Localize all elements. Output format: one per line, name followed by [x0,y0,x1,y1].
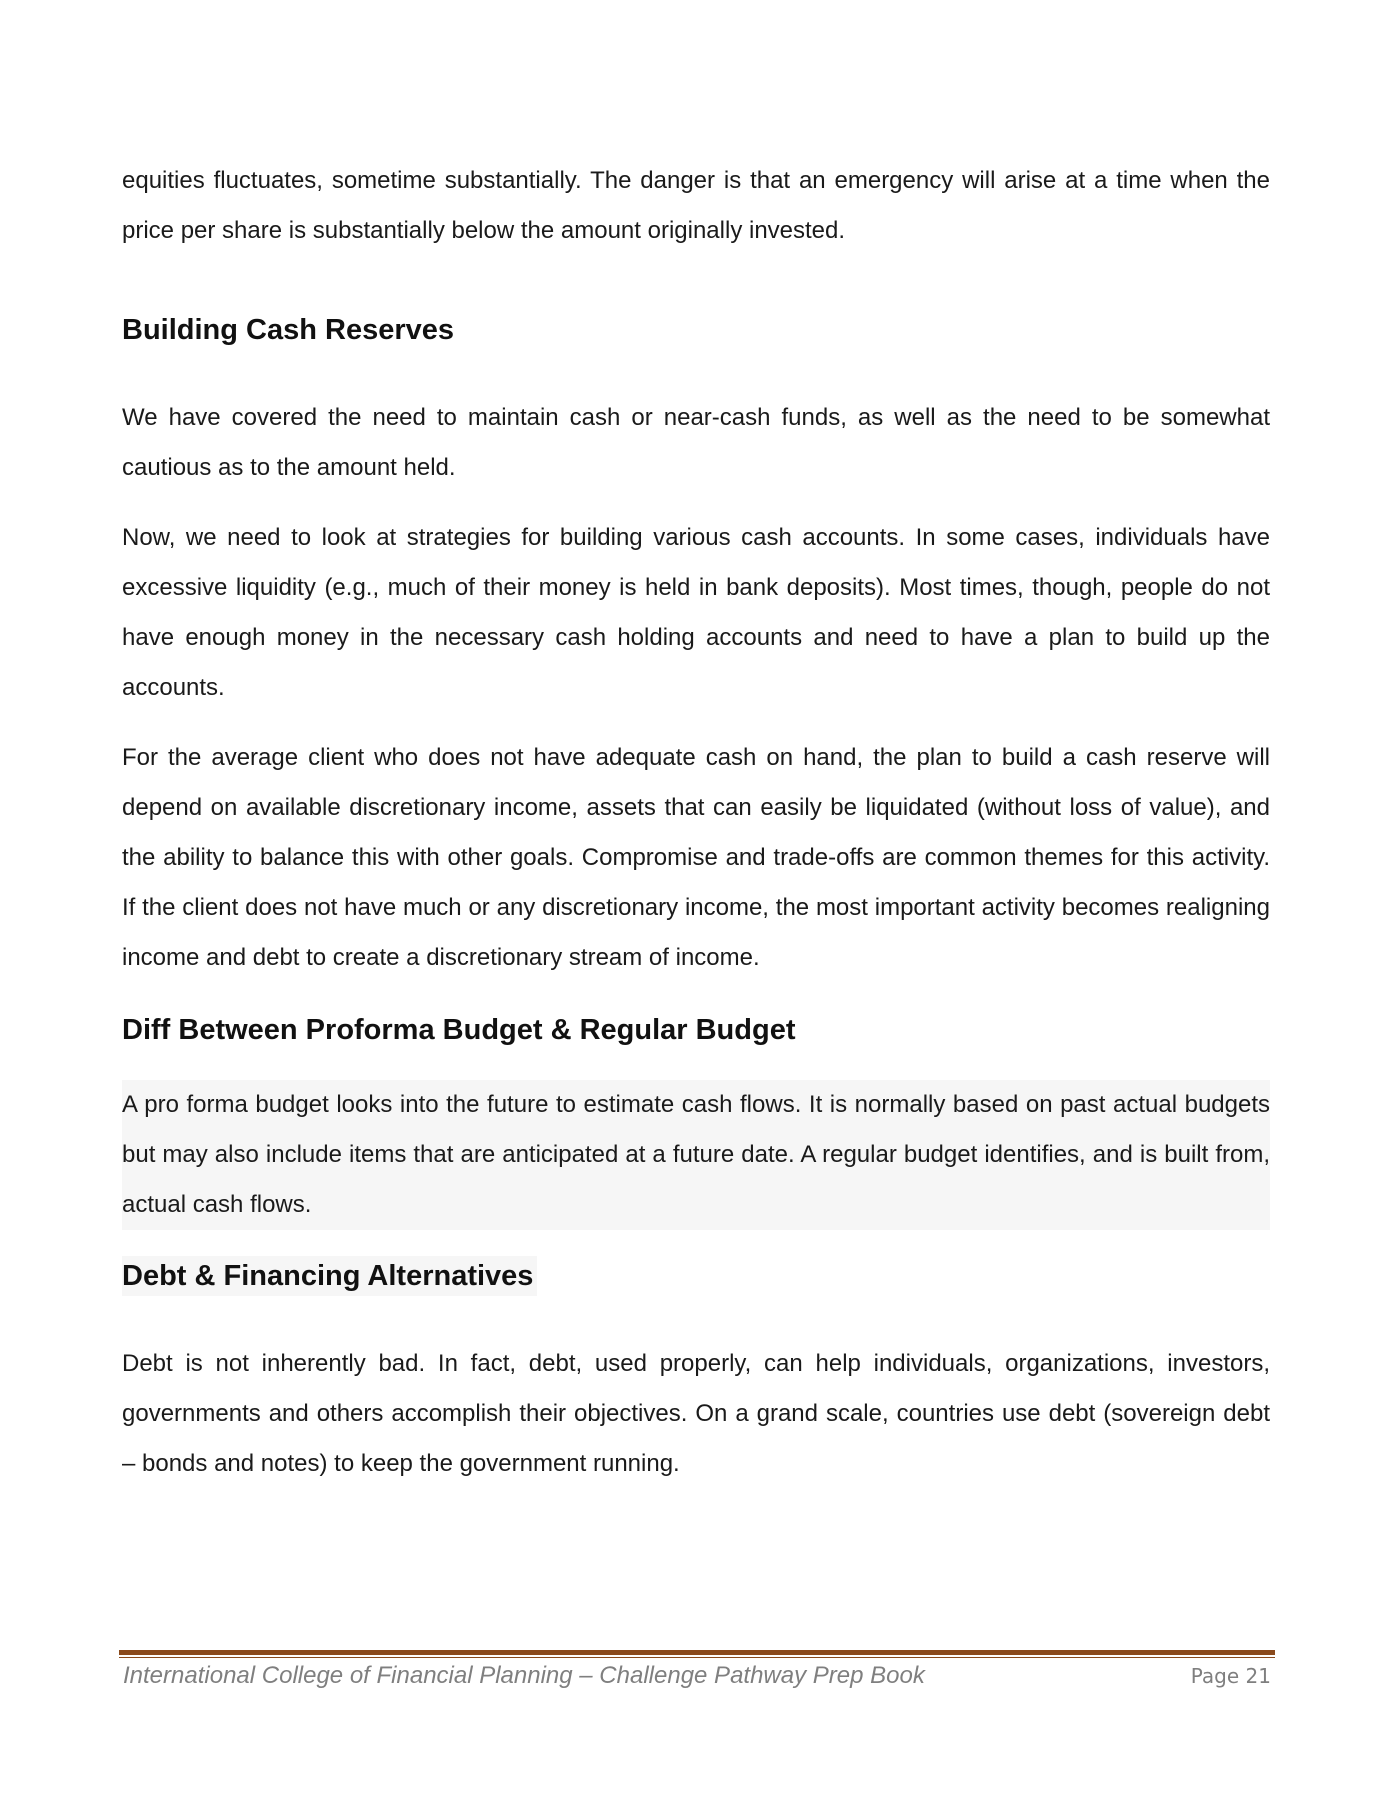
paragraph-strategies: Now, we need to look at strategies for building various cash accounts. In some cases, individuals have excessive liquidity (e.g., much of their money is held in bank deposits). Most times, though, people do not have enough money in the necessary cash holding accounts and need to have a plan to build up the accounts. [122,524,1270,701]
footer-book-title: International College of Financial Planning – Challenge Pathway Prep Book [123,1662,925,1689]
paragraph-equities: equities fluctuates, sometime substantially. The danger is that an emergency will arise at a time when the price per share is substantially below the amount originally invested. [122,167,1270,244]
heading-debt-financing-alternatives: Debt & Financing Alternatives [122,1256,537,1296]
paragraph-cash-funds: We have covered the need to maintain cash or near-cash funds, as well as the need to be somewhat cautious as to the amount held. [122,404,1270,481]
heading-building-cash-reserves: Building Cash Reserves [122,314,454,346]
paragraph-debt: Debt is not inherently bad. In fact, debt, used properly, can help individuals, organizations, investors, governments and others accomplish their objectives. On a grand scale, countries use debt (sovereign debt – bonds and notes) to keep the government running. [122,1350,1270,1477]
page-content [122,156,1270,1489]
footer-page-number: Page 21 [1190,1664,1271,1688]
heading-proforma-vs-regular-budget: Diff Between Proforma Budget & Regular Budget [122,1014,796,1046]
paragraph-average-client: For the average client who does not have adequate cash on hand, the plan to build a cash reserve will depend on available discretionary income, assets that can easily be liquidated (without loss of value), and the ability to balance this with other goals. Compromise and trade-offs are common themes for this activity. If the client does not have much or any discretionary income, the most important activity becomes realigning income and debt to create a discretionary stream of income. [122,744,1270,971]
footer-rule-thick [119,1650,1275,1655]
page-footer [119,1650,1275,1698]
paragraph-pro-forma-budget: A pro forma budget looks into the future to estimate cash flows. It is normally based on past actual budgets but may also include items that are anticipated at a future date. A regular budget identifies, and is built from, actual cash flows. [122,1080,1270,1230]
